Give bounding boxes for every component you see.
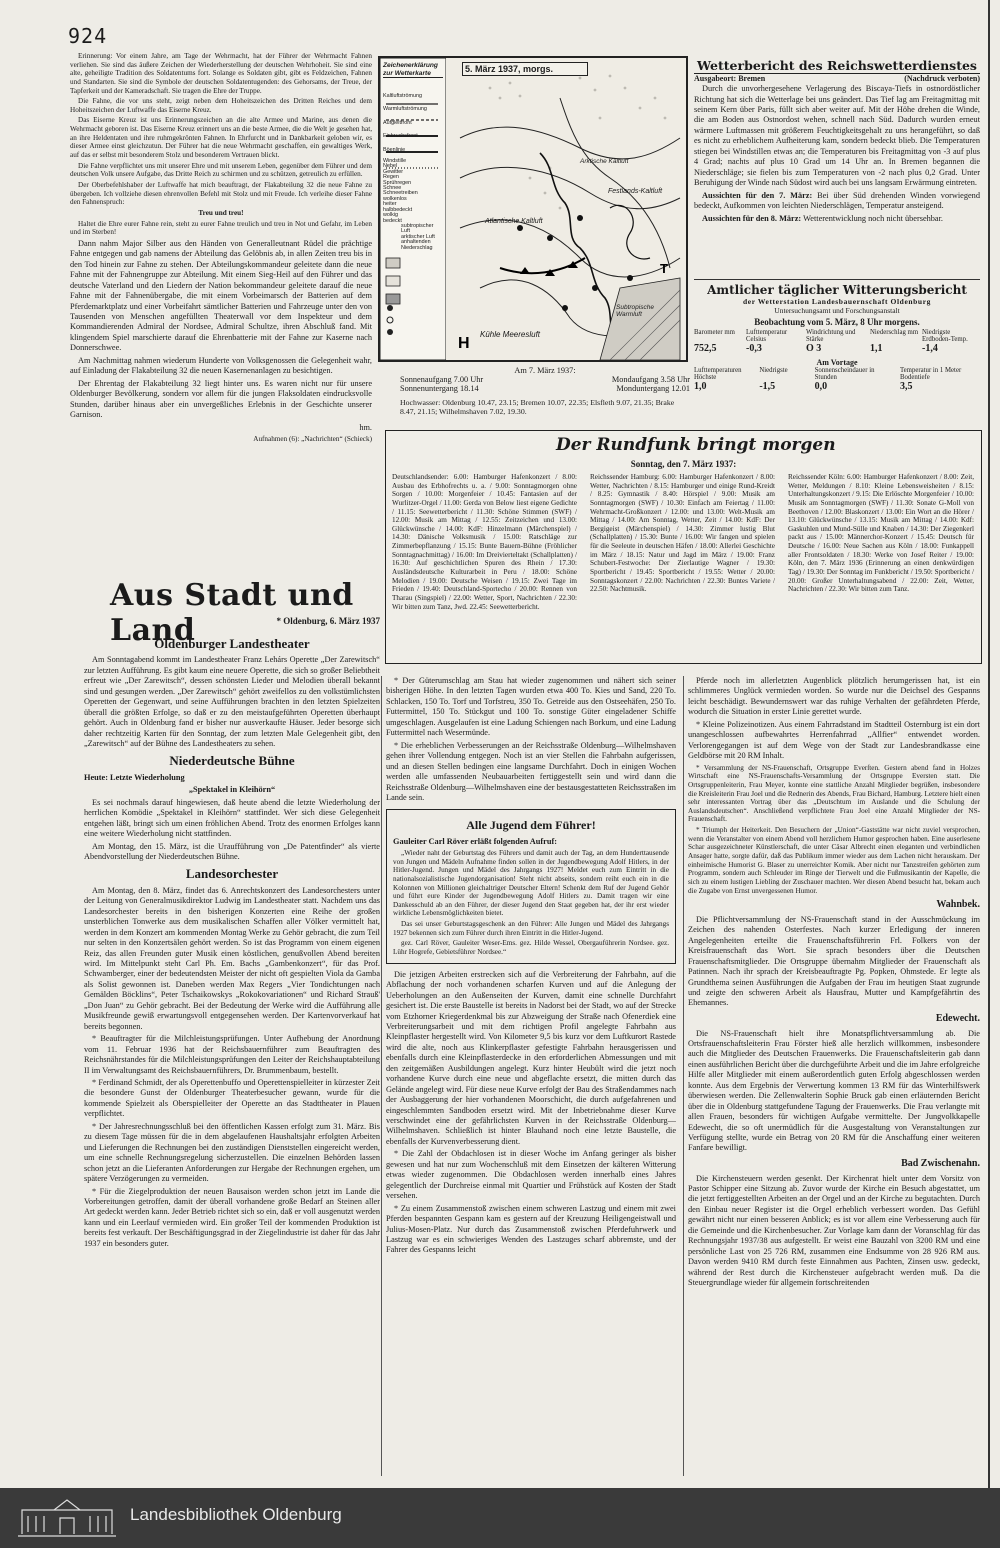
news-note: * Die erheblichen Verbesserungen an der Reichsstraße Oldenburg—Wilhelmshaven gehen ihrer Vollendung entgegen. Noch ist an vier Stellen die Fahrbahn aufgerissen, und an diesen Stellen bedingen eine langsame Durchfahrt. Doch in einigen Wochen werden alle umfassenden Neubauarbeiten fertiggestellt sein und wird dann die Reichsstraße Oldenburg—Wilhelmshaven eine der bestausgestatteten Reichsstraßen im Lande sein. [386,740,676,802]
radio-program-box [385,430,982,664]
locality-heading: Edewecht. [935,1012,980,1024]
article-heading: Niederdeutsche Bühne [169,753,295,769]
legend-item: Warmluftströmung [383,106,427,113]
speech-paragraph: Die Fahne verpflichtet uns mit unserer Ehre und mit unserem Leben, gegenüber dem Führer und dem deutschen Volk unsere Aufgabe, das Dritte Reich zu schirmen und zu schützen, getreulich zu erfüllen. [70,161,372,179]
article-paragraph: Dann nahm Major Silber aus den Händen von Generalleutnant Rüdel die prächtige Fahne entgegen und gab namens der Abteilung das Gelöbnis ab, in allen Zeiten treu bis in den Tod hinein zur Fahne zu stehen. Der Abteilungskommandeur geleitete dann die neue Fahne mit der Fahnengruppe zur Abteilung. Mit einem Sieg-Heil auf den Führer und das deutsche Vaterland und den Liedern der Nation bekommandeur geleitete darauf die neue Fahne mit der Fahnenübergabe, die mit einem Vorbeimarsch der Batterien auf dem Pferdemarktplatz und einer Vorbeifahrt sämtlicher Batterien und Fahrzeuge unter den von Tausenden von Menschen angefüllten Theaterwall vor dem Inspekteur und dem Kommandierenden Admiral der Nordsee, Admiral Schultze, ihren Abschluß fand. Mit klingendem Spiel marschierte darauf die Ehrenbatterie mit der Fahne zur Kaserne nach Donnerschwee. [70,238,372,353]
legend-item: Windstille [383,158,407,165]
table-header: Sonnenscheindauer in Stunden [814,367,875,381]
legend-item: Gewitter [383,168,404,175]
observation-time: Beobachtung vom 5. März, 8 Uhr morgens. [754,317,920,327]
legend-item: Regen [383,174,399,181]
map-legend-title: Zeichenerklärung zur Wetterkarte [383,62,443,78]
news-note: * Zu einem Zusammenstoß zwischen einem schweren Lastzug und einem mit zwei Pferden bespannten Gespann kam es gestern auf der Kreuzung Heiligengeistwall und Julius-Mosen-Platz. Nur durch das Zusammenstoß zwischen Pferdefuhrwerk und Lastzug war es ein schwieriges Wenden des Lastzuges scharf abbremste, und der Fahrer des Gespanns leicht [386,1203,676,1255]
official-title: Amtlicher täglicher Witterungsbericht [707,283,967,297]
appeal-signatures: gez. Carl Röver, Gauleiter Weser-Ems. gez. Hilde Wessel, Obergauführerin Nordsee. gez. Lühr Hogrefe, Gebietsführer Nordsee.“ [393,939,669,957]
article-paragraph: Die jetzigen Arbeiten erstrecken sich auf die Verbreiterung der Fahrbahn, auf die Abflachung der noch vorhandenen scharfen Kurven und auf die Anlegung der Ueberholungen an den Außenseiten der Kurven, damit eine schnelle Durchfahrt gesichert ist. Die erste Baustelle ist bereits in Nadorst bei der Stadt, wo auf der Strecke vom Etzhorner Kriegerdenkmal bis zur Abzweigung der Straße nach Ofenerdiek eine Verbreiterungsarbeit und mit dem richtigen Profil angelegte Fahrbahn aus Kleinpflaster hergestellt wird. Von Kilometer 9,5 bis kurz vor dem Luftkurort Rastede wird die alte, noch aus Klinkerpflaster gefestigte Fahrbahn herausgerissen und ebenfalls durch eine Kleinpflasterdecke in den erforderlichen Abmessungen und mit den zeitgemäßen Ausbildungen angelegt. Kurz hinter Heubült wird die jetzt noch vorhandene Kurve durch eine neue und abgeflachte ersetzt, die mitten durch das Gelände angelegt wird. Für diese neue Kurve erfolgt der Bau des Straßendammes nach der Ausbaggerung der hier vorhandenen Moorschicht, die durch aufgefahrenen und eingeschlemmten Sandboden ersetzt wird. Mit der Inbetriebnahme dieser Kurve verschwindet eine der gefährlichsten Kurven in der Reichsstraße Oldenburg—Wilhelmshaven. Schließlich ist hinter Blauhand noch eine letzte Baustelle, die ebenfalls der Kurvenverbesserung dient. [386,969,676,1146]
library-footer [0,1488,1000,1548]
weather-report [694,58,980,226]
tide-table: Hochwasser: Oldenburg 10.47, 23.15; Bremen 10.07, 22.35; Elsfleth 9.07, 21.35; Brake 8.47, 21.15; Wilhelmshaven 7.02, 19.30. [400,398,675,417]
article-subheading: Heute: Letzte Wiederholung [84,772,185,782]
table-value: 0,0 [814,381,828,392]
article-paragraph: Pferde noch im allerletzten Augenblick plötzlich herumgerissen hat, ist ein schlimmeres Unglück vermieden worden. So wurde nur die Deichsel des Gespanns leicht beschädigt. Bewundernswert war das ruhige Verhalten der gefährdeten Pferde, wodurch die Situation in erster Linie gerettet wurde. [688,676,980,717]
table-header: Lufttemperatur Celsius [746,329,788,343]
appeal-title: Alle Jugend dem Führer! [466,818,596,833]
photo-credit: Aufnahmen (6): „Nachrichten“ (Schieck) [253,434,372,443]
section-title: Aus Stadt und Land [110,578,354,648]
legend-item: wolkenlos [383,195,407,202]
table-header: Niederschlag mm [870,329,919,336]
library-building-icon [14,1496,120,1540]
legend-item: Einbruchsfront [383,133,418,140]
legend-item: subtropischer Luft [401,222,434,235]
legend-item: anhaltenden Niederschlag [401,239,433,251]
article-heading: Landesorchester [185,866,279,882]
sun-moon-table [400,366,690,417]
column-rule [683,676,684,1476]
news-note: * Ferdinand Schmidt, der als Operettenbuffo und Operettenspielleiter in kürzester Zeit die besondere Gunst der Oldenburger Theaterbesucher gewann, wurde für die kommende Spielzeit als Oberspielleiter der Operette an das Stadttheater in Plauen verpflichtet. [84,1077,380,1119]
appeal-intro: Gauleiter Carl Röver erläßt folgenden Aufruf: [393,836,557,846]
appeal-text: Das sei unser Geburtstagsgeschenk an den Führer: Alle Jungen und Mädel des Jahrgangs 1927 bekennen sich zum Führer durch ihren Eintritt in die Hitler-Jugend. [393,920,669,937]
sunrise: Sonnenaufgang 7.00 Uhr [400,375,484,384]
weather-map [378,56,688,362]
official-subtitle2: Untersuchungsamt und Forschungsanstalt [774,306,900,315]
article-heading: Oldenburger Landestheater [154,636,310,651]
radio-title: Der Rundfunk bringt morgen [556,435,836,455]
official-weather-report [694,276,980,392]
table-value: -1,5 [759,381,776,392]
speech-paragraph: Der Oberbefehlshaber der Luftwaffe hat mich beauftragt, der Flakabteilung 32 die neue Fahne zu übergeben. Ich vollziehe diesen ehrenvollen Befehl mit Stolz und mit Freude. Ich verleihe dieser Fahne den Fahnenspruch: [70,180,372,207]
airmass-label: Festlands-Kaltluft [608,188,663,195]
table-header: Niedrigste Erdboden-Temp. [922,329,968,343]
legend-item: Schneetreiben [383,190,418,197]
table-header: Lufttemperaturen Höchste [694,367,742,381]
legend-item: bedeckt [383,217,402,224]
official-subtitle: der Wetterstation Landesbauernschaft Oldenburg [743,297,931,306]
sunset: Sonnenuntergang 18.14 [400,384,479,393]
outlook-text: Wetterentwicklung noch nicht übersehbar. [803,213,943,223]
legend-item: arktischer Luft [401,233,435,240]
table-value: 1,1 [870,343,883,354]
locality-heading: Wahnbek. [936,899,980,911]
speech-paragraph: Haltet die Ehre eurer Fahne rein, steht zu eurer Fahne treulich und treu in Not und Gefahr, im Leben und im Sterben! [70,219,372,237]
table-value: O 3 [806,343,822,354]
locality-heading: Bad Zwischenahn. [901,1157,980,1169]
article-paragraph: Es sei nochmals darauf hingewiesen, daß heute abend die letzte Wiederholung der herrlichen Komödie „Spektakel in Kleihörn“ stattfindet. Wer sich diese Gelegenheit entgehen läßt, bringt sich um einen fröhlichen Abend. Trotz des enormen Erfolges kann eine weitere Wiederholung nicht stattfinden. [84,797,380,839]
weather-text: Durch die unvorhergesehene Verlagerung des Biscaya-Tiefs in ostnordöstlicher Richtung hat sich die Wetterlage bei uns geändert. Das Tief lag am Freitagmittag mit seinem Kern über Paris, füllt sich aber weiter auf. Mit der Höhe drehen die Winde, die am Boden aus Ostnordost wehen, schnell nach Süd. Dadurch wurden erneut wärmere Luftmassen mit größerem Feuchtigkeitsgehalt zu uns herangeführt, so daß es nicht zu erheblichem Aufheiterung kam, sondern bedeckt blieb. Die Temperaturen stiegen bei Windstillen etwas an; die Temperaturen bis Freitagmittag von -3 auf plus 4 Grad; nachts auf plus 10 Grad um 14 Uhr an. In Bremen begannen die Niederschläge; sie fielen bis zum Temperaturen von -2 nach plus 0,2 Grad. Unter Beruhigung der Winde nach Südost wird auch bei uns langsam Erwärmung eintreten. [694,84,980,188]
outlook-label: Aussichten für den 8. März: [702,213,802,223]
news-note: * Kleine Polizeinotizen. Aus einem Fahrradstand im Stadtteil Osternburg ist ein dort unangeschlossen aufbewahrtes Herrenfahrrad „Allfier“ entwendet worden. Verlorengegangen ist auf dem Wege von der Stadt zur Landesbrandkasse eine Geldbörse mit 20 RM Inhalt. [688,719,980,761]
low-pressure-label: T [660,261,668,276]
middle-column-articles [386,676,676,1482]
radio-column: Reichssender Hamburg: 6.00: Hamburger Hafenkonzert / 8.00: Wetter, Nachrichten / 8.15: Hamburger und einige Rund-Kreidt / 8.25: Gymnastik / 8.40: Hörspiel / 9.00: Musik am Sonntagmorgen (SWF) / 10.30: Einfach am Feiertag / 11.00: Wehrmacht-Großkonzert / 12.00: und 13.00: Welt-Musik am Mittag / 14.00: Am Sonntag, Wetter, Zeit / 14.00: KdF: Der Bergigeist (Märchenspiel) / 14.30: Zimmer lustig Blut (Schallplatten) / 15.30: Bunte / 16.00: Wir fangen und spielen für die Seeleute in deutschen Häfen / 18.00: Allerlei Geschichte im März / 18.15: Natur und Jagd im März / 19.00: Franz Schubert-Festwoche: Der Zierlautige Wagner / 19.30: Sportbericht / 19.45: Sportbericht / 19.55: Wetter / 20.00: Sonntagskonzert / 22.00: Nachrichten / 22.30: Buntes Variete / 22.50: Nachtmusik. [590,473,775,594]
appeal-text: „Wieder naht der Geburtstag des Führers und damit auch der Tag, an dem Hunderttausende von Jungen und Mädeln Aufnahme finden sollen in der Jugendbewegung Adolf Hitlers, in der Hitler-Jugend. Jungen und Mädel des Jahrgangs 1927! Meldet euch zum Eintritt in die nationalsozialistische Jugendorganisation! Steht nicht abseits, sondern reiht euch ein in die Kolonnen von Millionen gleichaltriger Deutscher Eltern! Schenkt dem Ruf der Jugend Gehör und führt eure Kinder der Jugendbewegung Adolf Hitlers zu. Damit tragen wir eine Dankesschuld ab an den Führer, der dieser Jugend den Staat gegeben hat, der ihr erst wieder wirkliche Lebensmöglichkeiten bietet. [393,849,669,918]
table-header: Windrichtung und Stärke [806,329,856,343]
article-subheading: „Spektakel in Kleihörn“ [188,785,276,795]
right-column-articles [688,676,980,1482]
article-signature: hm. [359,422,372,432]
table-header: Niedrigste [759,367,788,374]
table-value: -0,3 [746,343,762,354]
map-legend [383,94,443,251]
news-note: * Beauftragter für die Milchleistungsprüfungen. Unter Aufhebung der Anordnung vom 11. Februar 1936 hat der Reichsbauernführer zum Beauftragten des Reichsnährstandes für die Milchleistungsprüfungen den Leiter der Reichshauptabteilung II im Verwaltungsamt des Reichsbauernführers, Dr. Brummenbaum, bestellt. [84,1034,380,1075]
legend-item: Schnee [383,185,402,192]
legend-item: Aufgleitfront [383,119,412,126]
hitler-youth-appeal-box [386,809,676,963]
table-header: Barometer mm [694,329,735,336]
outlook-text: Bei über Süd drehenden Winden vorwiegend bedeckt, Aufkommen von leichten Niederschlägen, Temperatur ansteigend. [694,190,980,211]
moonrise: Mondaufgang 3.58 Uhr [611,375,690,384]
news-note: * Triumph der Heiterkeit. Den Besuchern der „Union“-Gaststätte war nicht zuviel versprochen, wenn die Veranstalter von einem Abend voll herzlichem Humor gesprochen haben. Eine auserlesene Schar ausgezeichneter Künstlerschaft, die unter Cäsar Albrecht einen eleganten und verbindlichen Ansager hatte, sorgte dafür, daß das Publikum immer wieder aus dem Lachen nicht herauskam. Der einheimische Humorist G. Blaser zu unerreichter Komik. Aber nicht nur Tanzstreifen gehörten zum Programm, sondern auch Schleuder im Ringe der Tierwelt und die Fußmusikantin der Kapelle, die sich zu einem lustigen Liebling der Zuschauer machten. Wer diesen Abend besucht hat, bekam auch die Zugabe von Ernst unvergessenen Humor. [688,826,980,895]
speech-paragraph: Das Eiserne Kreuz ist uns Erinnerungszeichen an die alte Armee und Marine, aus denen die Wehrmacht geboren ist. Das Eiserne Kreuz erinnert uns an die beste Armee, die die Welt je gesehen hat, an ihre Heldentaten und ihre ruhmgekrönten Fahnen. In Ehrfurcht und in Dankbarkeit geloben wir, es dieser Armee einst gleichzutun. Der Führer hat die neue Wehrmacht geschaffen, ein gewaltiges Werk, auf das er selbst mit besonderem Stolz und besonderem Vertrauen blickt. [70,116,372,160]
article-paragraph: Am Montag, den 15. März, ist die Uraufführung von „De Patentfinder“ als vierte Abendvorstellung der Niederdeutschen Bühne. [84,841,380,861]
legend-item: heiter [383,201,397,208]
legend-item: Kaltluftströmung [383,93,422,99]
legend-item: Nebel [383,163,398,170]
speech-paragraph: Die Fahne, die vor uns steht, zeigt neben dem Hoheitszeichen des Dritten Reiches und dem Hoheitszeichen der Luftwaffe das Eiserne Kreuz. [70,97,372,114]
article-paragraph: Am Montag, den 8. März, findet das 6. Anrechtskonzert des Landesorchesters unter der Leitung von Generalmusikdirektor Ludwig im Landestheater statt. Nachdem uns das Landesorchester bereits in den bisherigen Konzerten eine Reihe der großen unsterblichen Tonwerke aus dem musikalischen Schaffen aller Völker vermittelt hat, werden in dem Konzert am kommenden Montag Werke zu Gehör gebracht, die zum Teil nur selten in den Konzertsälen gehört werden. So ist das Programm von einem eigenen Reiz, das allen Freunden guter Musik einen köstlichen, genußvollen Abend bereiten wird. Im Mittelpunkt steht Carl Ph. Em. Bachs „Gambenkonzert“, für das Prof. Schwamberger, einer der bedeutendsten Meister der nicht oft gespielten Viola da Gamba als Solist gewonnen ist. Daneben werden Max Regers „Vier Tondichtungen nach Gemälden Böcklins“, Peter Tschaikowskys „Rokokovariationen“ und Richard Strauß' „Don Juan“ zu Gehör gebracht. Bei der Bedeutung der Werke wird die Aufführung alle Musikfreunde gewiß erwartungsvoll entgegensehen werden. Der Kartenvorverkauf hat bereits begonnen. [84,885,380,1031]
table-value: -1,4 [922,343,938,354]
news-note: * Die Zahl der Obdachlosen ist in dieser Woche im Anfang geringer als bisher gewesen und hat nur zum Wochenschluß mit dem Einsetzen der kälteren Witterung etwas wieder zugenommen. Die Obdachlosen werden innerhalb eines Jahres gelegentlich der Durchreise einmal mit Quartier und Frühstück auf Kosten der Stadt versehen. [386,1149,676,1201]
high-pressure-label: H [458,335,470,352]
airmass-label: Kühle Meeresluft [480,330,541,339]
news-note: * Der Güterumschlag am Stau hat wieder zugenommen und nähert sich seiner bisherigen Höhe. In den letzten Tagen wurden etwa 400 To. Kies und Sand, 220 To. Schlacken, 150 To. Torf und Torfstreu, 350 To. Getreide aus den Ostseehäfen, 250 To. Futtermittel, 150 To. Stückgut und 100 To. sonstige Güter eingeladener Schiffe umgeschlagen. Ausgelaufen ist eine Ladung Schiengen nach Borkum, und eine Ladung Futtermittel nach Wesermünde. [386,676,676,738]
article-paragraph: Der Ehrentag der Flakabteilung 32 liegt hinter uns. Es waren nicht nur für unsere Oldenburger Bevölkerung, sondern vor allem für die jungen Flaksoldaten eindrucksvolle Stunden, darüber hinaus aber ein unvergeßliches Erlebnis in der Geschichte unserer Garnison. [70,378,372,420]
news-note: * Der Jahresrechnungsschluß bei den öffentlichen Kassen erfolgt zum 31. März. Bis zu diesem Tage müssen für die in dem abgelaufenen Haushaltsjahr erfolgten Arbeiten und Lieferungen die Rechnungen bei den zuständigen Dienststellen eingereicht werden, um eine schnelle Rechnungsregelung sicherzustellen. Die einzelnen Behörden lassen schon jetzt an die Lieferanten Anforderungen zur Hergabe der Rechnungen ergehen, um spätere Verzögerungen zu vermeiden. [84,1121,380,1184]
radio-column: Deutschlandsender: 6.00: Hamburger Hafenkonzert / 8.00: Ausbau des Erbhofrechts u. a. / 9.00: Sonntagmorgen ohne Sorgen / 10.00: Morgenfeier / 10.45: Fantasien auf der Wurlitzer-Orgel / 11.00: Gerda von Below liest eigene Gedichte / 11.15: Seewetterbericht / 11.30: Schöne Stimmen (SWF) / 12.00: Musik am Mittag / 12.55: Zeitzeichen und 13.00: Glückwünsche / 14.00: KdF: Hinzelmann (Märchenspiel) / 14.30: Dänische Volksmusik / 15.00: Ratschläge zur Zimmerbepflanzung / 15.15: Bunte Bauern-Bühne (Fröhlicher Sonntagnachmittag) / 16.00: Im Dreivierteltakt (Schallplatten) / 16.30: Auf geschichtlichen Spuren des Rhein / 17.30: Ausländsdeutsche Kulturarbeit in Peru / 18.00: Schöne Melodien / 19.00: Deutsche Weisen / 19.15: Zwei Tage im Frieden / 19.40: Deutschland-Sportecho / 20.00: Rennen von Tharau (Singspiel) / 22.00: Wetter, Sport, Nachrichten / 22.30: Wir bitten zum Tanz, Jwd. 22.45: Seewetterbericht. [392,473,577,611]
airmass-label: Subtropische Warmluft [616,304,654,318]
map-title: 5. März 1937, morgs. [462,62,588,76]
table-date: Am 7. März 1937: [514,366,576,375]
article-paragraph: Am Sonntagabend kommt im Landestheater Franz Lehárs Operette „Der Zarewitsch“ zur letzten Aufführung. Es gibt kaum eine neuere Operette, die sich so großer Beliebtheit erfreut wie „Der Zarewitsch“, dessen schönsten Lieder und Melodien überall bekannt sind und gesungen werden. „Der Zarewitsch“ gehört zweifellos zu den volkstümlichsten Operetten der Gegenwart, und seine Aufführungen brachten in den letzten Spielzeiten überall die größten Erfolge, so daß er zu den meistaufgeführten Operetten überhaupt gehört. Auch in Oldenburg fand er bisher nur ausverkaufte Häuser. Jeder besorge sich daher rechtzeitig Karten für den Sonntag, der zum letzten Male Gelegenheit gibt, den „Zarewitsch“ auf der Bühne des Landestheaters zu sehen. [84,655,380,748]
table-value: 3,5 [899,381,913,392]
speech-paragraph: Erinnerung: Vor einem Jahre, am Tage der Wehrmacht, hat der Führer der Wehrmacht Fahnen verliehen. Sie sind das äußere Zeichen der Wiederherstellung der deutschen Wehrhoheit. Sie sind eine alte, geheiligte Tradition des Soldatentums fort. Solange es Soldaten gibt, gibt es Feldzeichen, Fahnen und Standarten. Sie sind die Symbole der deutschen Soldatentugenden: des Gehorsams, der Treue, der Tapferkeit und der Kameradschaft. Sie tragen die Ehre der Truppe. [70,52,372,95]
article-paragraph: Am Nachmittag nahmen wiederum Hunderte von Volksgenossen die Gelegenheit wahr, auf Einladung der Flakabteilung 32 die neuen Kasernenanlagen zu besichtigen. [70,355,372,376]
table-header: Temperatur in 1 Meter Bodentiefe [899,367,962,381]
column-rule [381,676,382,1476]
article-paragraph: Die NS-Frauenschaft hielt ihre Monatspflichtversammlung ab. Die Ortsfrauenschaftsleiterin Frau Förster hieß alle herzlich willkommen, insbesondere auch die Mitglieder des Deutschen Frauenwerks. Die Frauenschaftsleiterin gab dann einen ausführlichen Bericht über die durchgeführte Arbeit und die im Jahre erfolgreiche Hilfe aller Mitglieder mit einem außerordentlich guten Erfolg abgeschlossen werden konnte. Aus dem Ergebnis der Verwertung kommen 13 RM für das Winterhilfswerk überwiesen werden. Die Zellenwalterin Sophie Bruck gab einen erläuternden Bericht über die in Oldenburg stattgefundene Tagung der Frauenwerks. Die Frau verlangte mit allen Frauen, besonders für wichtigen Aufgabe vermittelte. Der Jungvolkkapelle Edewecht, die so oft unermüdlich für die Ausgestaltung von Veranstaltungen zur Verfügung stellte, wurde ein Betrag von 20 RM für die Anschaffung einer weiteren Fanfare bewilligt. [688,1028,980,1153]
news-note: * Versammlung der NS-Frauenschaft, Ortsgruppe Everſten. Gestern abend fand in Holzes Wirtschaft eine NS-Frauenschafts-Versammlung der Ortsgruppe Eversten statt. Die Ortsgruppenleiterin, Frau Meyer, konnte eine stattliche Anzahl Mitglieder begrüßen, insbesondere die Kreisleiterin Frau Joel und die Rednerin des Abends, Frau Bichard, Hamburg. Letztere hielt einen sehr interessanten Vortrag über das „Deutschtum im Auslande und die Schulung der Auslandsdeutschen“. Anschließend verpflichtete Frau Joel eine Anzahl Mitglieder der NS-Frauenschaft. [688,763,980,824]
table-value: 1,0 [694,381,707,392]
article-paragraph: Die Kirchensteuern werden gesenkt. Der Kirchenrat hielt unter dem Vorsitz von Pastor Schipper eine Sitzung ab. Zuvor wurde der Kirche ein Besuch abgestattet, um die jetzt fertiggestellten Arbeiten an der Orgel und an der Kirche zu begutachten. Durch den Einbau neuer Register ist die Orgel erheblich verbessert worden. Das Gefühl gewährt nicht nur einen besseren Anblick; es ist vor allem eine Verbesserung auch für die Gemeinde und die Kirchenbesucher. Zur Vorlage kam dann der Voranschlag für das Rechnungsjahr 1937/38 aus aufgestellt. Er weist eine Bauzahl von 3200 RM und eine persönliche Last von 25 726 RM, zusammen eine Endsumme von 28 926 RM aus. Davon werden 9410 RM durch feste Einnahmen aus Pachten, Zinsen usw. gedeckt, während der Rest durch die Kirchensteuer aufgebracht werden muß. Da die Steuergrundlage wieder für allgemein fortschreitenden [688,1173,980,1288]
article-paragraph: Die Pflichtversammlung der NS-Frauenschaft stand in der Ausschmückung im Zeichen des nahenden Osterfestes. Nach kurzer Erledigung der inneren Angelegenheiten erteilte die Frauenschaftsführerin Frl. Folkers von der Kreisfrauenschaft das Wort. Sie sprach besonders über die Deutschen Frauenschaftsmitglieder. Die Ortsgruppe übernahm Mitglieder der Frauenschaft als Patinnen. Nach ihr sprach der Kreisbeauftragte Pg. Popken, Ohmstede. Er legte als Grundthema seinen Ausführungen die Aufgaben der Frau im heutigen Staat zugrunde und zeigte den schweren Arbeit als Hausfrau, Mutter und Kampfgefährtin des Ehemannes. [688,914,980,1008]
library-name: Landesbibliothek Oldenburg [130,1505,342,1524]
weather-title: Wetterbericht des Reichswetterdienstes [694,58,980,74]
am-vortage: Am Vortage [816,358,858,367]
legend-item: halbbedeckt [383,206,413,213]
weather-rights: (Nachdruck verboten) [904,74,980,83]
airmass-label: Arktische Kaltluft [580,158,629,165]
news-note: * Für die Ziegelproduktion der neuen Bausaison werden schon jetzt im Lande die Vorbereitungen getroffen, damit der überall vorhandene große Bedarf an Steinen aller Art gedeckt werden kann. Jeder Betrieb richtet sich so ein, daß er voll ausgenutzt werden kann und ein Leerlauf vermieden wird. Ein großer Teil der kommenden Produktion ist bereits fest verkauft. Der Beschäftigungsgrad in der Ziegelindustrie ist daher für das Jahr 1937 ein besonders guter. [84,1186,380,1248]
legend-item: Böenlinie [383,146,406,153]
page-number: 924 [68,24,108,48]
table-value: 752,5 [694,343,717,354]
radio-column: Reichssender Köln: 6.00: Hamburger Hafenkonzert / 8.00: Zeit, Wetter, Meldungen / 8.10: Kleine Lebensweisheiten / 8.15: Unterhaltungskonzert / 9.15: Die Erlöschte Morgenfeier / 10.00: Musik am Sonntagmorgen (SWF) / 11.30: Sonate G-Moll von Beethoven / 12.00: Blaskonzert / 13.00: Ein Wort an die Hörer / 13.10: Glückwünsche / 13.15: Musik am Mittag / 14.00: Kdf: Gaskuhlen und Mund-Sülle und Knaben / 14.30: Der Ziegenkerl packt aus / 15.00: Männerchor-Konzert / 15.45: Deutsch für Deutsche / 16.00: Neue Sachen aus Köln / 18.00: Funkappell aller Frontsoldaten / 18.30: Werke von Josef Reiter / 19.00: Köln, den 7. März 1936 (Erinnerung an einen denkwürdigen Tag) / 19.30: Der Sonntag im Funkbericht / 19.50: Sportbericht / 20.00: Großer Unterhaltungsabend / 22.00: Zeit, Wetter, Nachrichten / 22.30: Wir bitten zum Tanz. [788,473,974,594]
dateline: * Oldenburg, 6. März 1937 [276,616,380,626]
left-top-article [70,52,372,572]
left-column-articles [84,632,380,1482]
radio-date: Sonntag, den 7. März 1937: [630,459,737,469]
legend-item: Sprühregen [383,179,412,186]
legend-item: wolkig [383,212,398,219]
weather-issue: Ausgabeort: Bremen [694,74,766,83]
moonset: Monduntergang 12.01 [616,384,690,393]
speech-motto: Treu und treu! [198,208,244,217]
page-edge [988,0,990,1488]
outlook-label: Aussichten für den 7. März: [702,190,813,200]
airmass-label: Atlantische Kaltluft [485,218,543,225]
